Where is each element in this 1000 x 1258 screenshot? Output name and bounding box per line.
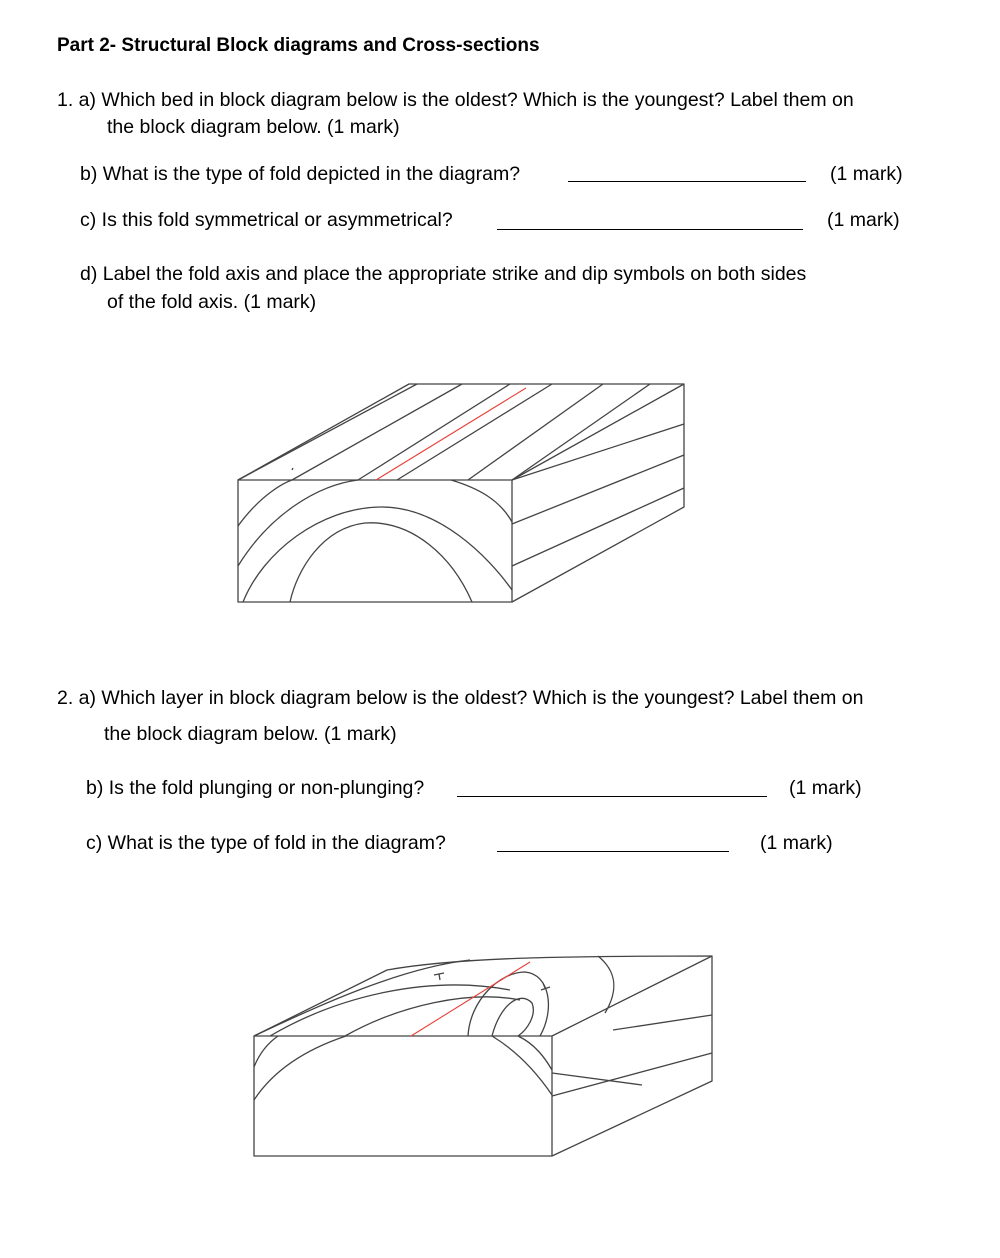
q2c-question: c) What is the type of fold in the diagram? bbox=[86, 832, 446, 854]
page-title: Part 2- Structural Block diagrams and Cross-sections bbox=[57, 35, 540, 56]
q1d-line2: of the fold axis. (1 mark) bbox=[107, 291, 317, 313]
block-2-fold-layer bbox=[254, 1036, 278, 1067]
q1c-mark: (1 mark) bbox=[827, 209, 900, 231]
q1a-line2: the block diagram below. (1 mark) bbox=[107, 116, 400, 138]
q1a-line1: 1. a) Which bed in block diagram below is the oldest? Which is the youngest? Label them on bbox=[57, 89, 854, 111]
q2c-mark: (1 mark) bbox=[760, 832, 833, 854]
block-2-dip-tick bbox=[543, 983, 545, 988]
q1b-question: b) What is the type of fold depicted in the diagram? bbox=[80, 163, 521, 185]
block-2-plunge-nose bbox=[492, 998, 533, 1036]
block-2-plunge-nose bbox=[468, 972, 548, 1036]
block-2-side-bed-line bbox=[613, 1015, 712, 1030]
block-2-fold-layer bbox=[518, 1036, 552, 1070]
q2b-question: b) Is the fold plunging or non-plunging? bbox=[86, 777, 425, 799]
block-2-top-bed-line bbox=[598, 956, 614, 1013]
q1c-question: c) Is this fold symmetrical or asymmetrical? bbox=[80, 209, 453, 231]
block-2-dip-tick bbox=[439, 974, 440, 980]
q1d-line1: d) Label the fold axis and place the appropriate strike and dip symbols on both sides bbox=[80, 263, 807, 285]
q2b-mark: (1 mark) bbox=[789, 777, 862, 799]
block-2-side-bed-line bbox=[552, 1053, 712, 1096]
q1b-mark: (1 mark) bbox=[830, 163, 903, 185]
q2a-line2: the block diagram below. (1 mark) bbox=[104, 723, 397, 745]
block-2-fold-layer bbox=[492, 1036, 552, 1095]
q2a-line1: 2. a) Which layer in block diagram below is the oldest? Which is the youngest? Label them on bbox=[57, 687, 864, 709]
